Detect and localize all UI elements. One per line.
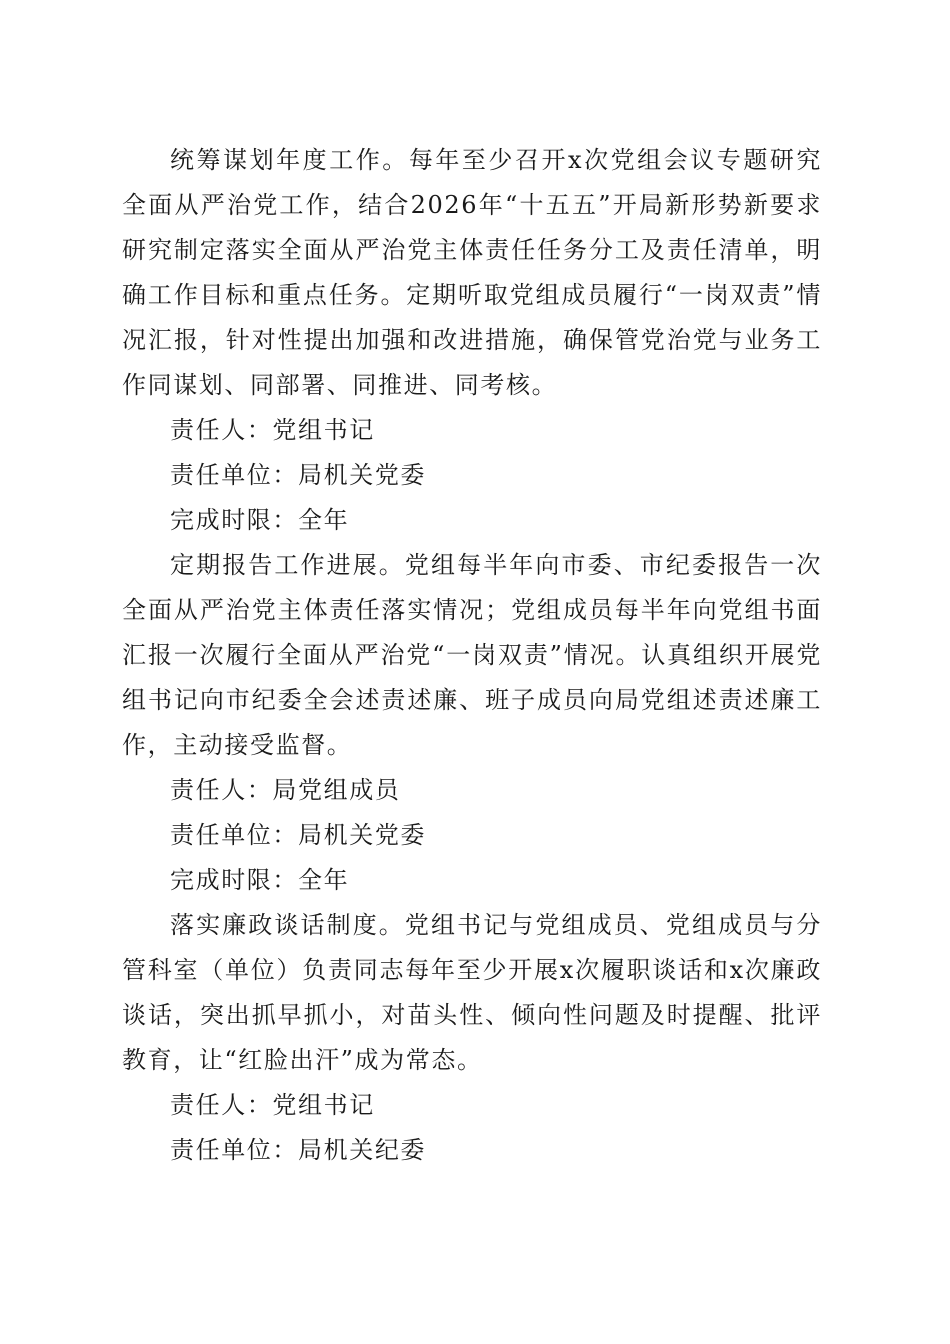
section-2-deadline [122,858,822,903]
responsible-person-label: 责任人 [170,1091,247,1119]
deadline-label: 完成时限 [170,866,273,894]
section-1-responsible-unit [122,453,822,498]
section-1-responsible-person [122,408,822,453]
section-2-responsible-person [122,768,822,813]
colon-separator: ： [246,776,273,804]
responsible-unit-value: 局机关党委 [298,821,427,849]
deadline-value: 全年 [298,866,350,894]
colon-separator: ： [272,506,299,534]
responsible-person-label: 责任人 [170,776,247,804]
section-1-paragraph: 统筹谋划年度工作。每年至少召开x次党组会议专题研究全面从严治党工作，结合2026年“十五五”开局新形势新要求研究制定落实全面从严治党主体责任任务分工及责任清单，明确工作目标和重点任务。定期听取党组成员履行“一岗双责”情况汇报，针对性提出加强和改进措施，确保管党治党与业务工作同谋划、同部署、同推进、同考核。 [122,146,822,399]
colon-separator: ： [272,461,299,489]
responsible-unit-value: 局机关纪委 [298,1136,427,1164]
responsible-unit-label: 责任单位 [170,1136,273,1164]
responsible-person-value: 党组书记 [272,416,375,444]
colon-separator: ： [272,821,299,849]
colon-separator: ： [246,416,273,444]
section-3-paragraph: 落实廉政谈话制度。党组书记与党组成员、党组成员与分管科室（单位）负责同志每年至少开展x次履职谈话和x次廉政谈话，突出抓早抓小，对苗头性、倾向性问题及时提醒、批评教育，让“红脸出汗”成为常态。 [122,911,822,1074]
document-body [122,138,822,1173]
section-2-responsible-unit [122,813,822,858]
responsible-person-value: 党组书记 [272,1091,375,1119]
colon-separator: ： [246,1091,273,1119]
section-1-deadline [122,498,822,543]
responsible-unit-value: 局机关党委 [298,461,427,489]
responsible-person-value: 局党组成员 [272,776,401,804]
colon-separator: ： [272,1136,299,1164]
responsible-person-label: 责任人 [170,416,247,444]
deadline-value: 全年 [298,506,350,534]
responsible-unit-label: 责任单位 [170,821,273,849]
section-2-paragraph: 定期报告工作进展。党组每半年向市委、市纪委报告一次全面从严治党主体责任落实情况；党组成员每半年向党组书面汇报一次履行全面从严治党“一岗双责”情况。认真组织开展党组书记向市纪委全会述责述廉、班子成员向局党组述责述廉工作，主动接受监督。 [122,551,822,759]
section-3-responsible-unit [122,1128,822,1173]
deadline-label: 完成时限 [170,506,273,534]
responsible-unit-label: 责任单位 [170,461,273,489]
colon-separator: ： [272,866,299,894]
section-3-responsible-person [122,1083,822,1128]
